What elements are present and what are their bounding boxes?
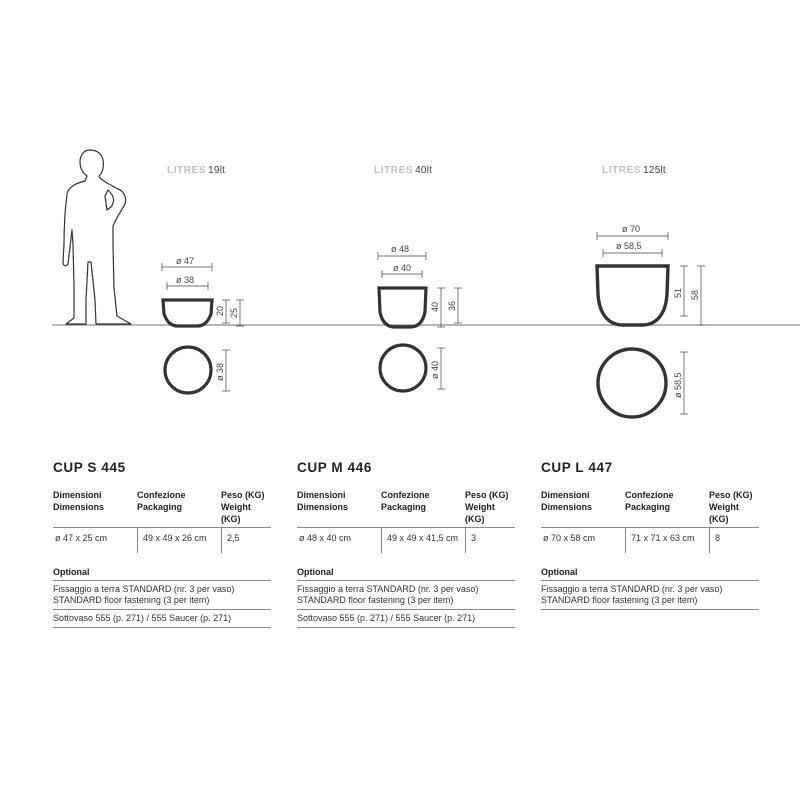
litres-caption: LITRES: [167, 165, 207, 176]
value-dimensions: ø 70 x 58 cm: [543, 533, 596, 543]
product-code: CUP L 447: [541, 460, 613, 475]
header-dimensions: Dimensioni Dimensions: [297, 490, 349, 512]
optional-item-line: Fissaggio a terra STANDARD (nr. 3 per vaso): [541, 584, 723, 594]
spec-value-row: [297, 528, 515, 553]
header-weight: Peso (KG) Weight (KG): [221, 490, 265, 524]
value-packaging: 71 x 71 x 63 cm: [625, 528, 709, 553]
optional-item-line: Fissaggio a terra STANDARD (nr. 3 per vaso): [297, 584, 479, 594]
value-weight: 2,5: [221, 528, 271, 553]
pot-l-inner-height: 51: [673, 287, 683, 298]
pot-l-outer-diameter: ø 70: [622, 224, 641, 234]
value-packaging: 49 x 49 x 26 cm: [137, 528, 221, 553]
pot-m-inner-diameter: ø 40: [393, 263, 412, 273]
litres-label-m: [374, 165, 432, 176]
optional-item-line: STANDARD floor fastening (3 per item): [541, 595, 698, 605]
optional-title: Optional: [53, 567, 271, 581]
optional-item: [53, 581, 271, 610]
pot-s-plan-diameter: ø 38: [215, 362, 225, 381]
optional-item-line: STANDARD floor fastening (3 per item): [53, 595, 210, 605]
spec-value-row: [541, 528, 759, 553]
value-weight: 3: [465, 528, 515, 553]
product-cup-s: [53, 460, 271, 628]
optional-item-line: STANDARD floor fastening (3 per item): [297, 595, 454, 605]
pot-m-plan-diameter: ø 40: [430, 360, 440, 379]
optional-item-line: Fissaggio a terra STANDARD (nr. 3 per vaso): [53, 584, 235, 594]
pot-s-outer-diameter: ø 47: [176, 256, 195, 266]
header-dimensions: Dimensioni Dimensions: [53, 490, 105, 512]
header-weight: Peso (KG) Weight (KG): [465, 490, 509, 524]
litres-caption: LITRES: [602, 165, 642, 176]
value-dimensions: ø 48 x 40 cm: [299, 533, 352, 543]
product-cup-m: [297, 460, 515, 628]
pot-l-plan: [598, 349, 688, 417]
product-code: CUP M 446: [297, 460, 372, 475]
human-scale-figure: [63, 150, 131, 324]
product-cup-l: [541, 460, 759, 610]
value-weight: 8: [709, 528, 759, 553]
optional-title: Optional: [297, 567, 515, 581]
pot-l-elevation: [597, 224, 705, 325]
pot-l-height: 58: [690, 289, 700, 300]
optional-item: [297, 581, 515, 610]
pot-s-plan: [165, 347, 230, 393]
pot-s-inner-diameter: ø 38: [176, 275, 195, 285]
litres-caption: LITRES: [374, 165, 414, 176]
header-packaging: Confezione Packaging: [137, 490, 186, 512]
optional-item: [541, 581, 759, 610]
optional-item-line: Sottovaso 555 (p. 271) / 555 Saucer (p. 271): [297, 613, 476, 623]
header-packaging: Confezione Packaging: [625, 490, 674, 512]
litres-value: 19lt: [208, 165, 226, 176]
pot-s-elevation: [162, 256, 244, 326]
pot-l-inner-diameter: ø 58,5: [616, 241, 642, 251]
spec-header-row: [541, 489, 759, 528]
litres-value: 40lt: [415, 165, 433, 176]
pot-m-outer-diameter: ø 48: [391, 244, 410, 254]
pot-m-inner-height: 36: [447, 300, 457, 311]
litres-label-s: [167, 165, 225, 176]
header-weight: Peso (KG) Weight (KG): [709, 490, 753, 524]
product-code: CUP S 445: [53, 460, 126, 475]
optional-item-line: Sottovaso 555 (p. 271) / 555 Saucer (p. 271): [53, 613, 232, 623]
optional-item: [297, 610, 515, 628]
header-dimensions: Dimensioni Dimensions: [541, 490, 593, 512]
pot-s-inner-height: 20: [215, 305, 225, 316]
litres-value: 125lt: [643, 165, 666, 176]
pot-m-elevation: [378, 244, 462, 327]
pot-m-plan: [380, 345, 445, 391]
optional-title: Optional: [541, 567, 759, 581]
pot-l-plan-diameter: ø 58,5: [673, 372, 683, 398]
spec-header-row: [53, 489, 271, 528]
value-dimensions: ø 47 x 25 cm: [55, 533, 108, 543]
optional-item: [53, 610, 271, 628]
header-packaging: Confezione Packaging: [381, 490, 430, 512]
pot-s-height: 25: [229, 307, 239, 318]
value-packaging: 49 x 49 x 41,5 cm: [381, 528, 465, 553]
litres-label-l: [602, 165, 666, 176]
spec-value-row: [53, 528, 271, 553]
spec-header-row: [297, 489, 515, 528]
pot-m-height: 40: [430, 301, 440, 312]
